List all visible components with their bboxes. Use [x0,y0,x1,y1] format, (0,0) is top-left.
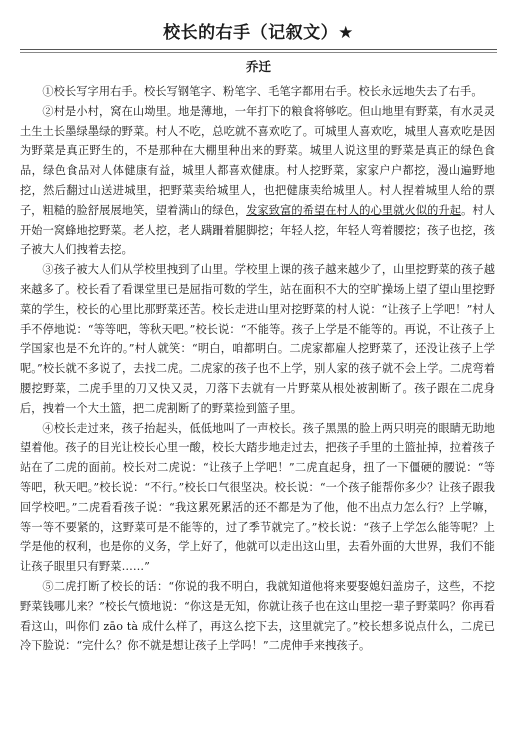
author-name: 乔迁 [245,59,271,74]
paragraph-text: ①校长写字用右手。校长写钢笔字、粉笔字、毛笔字都用右手。校长永远地失去了右手。 [42,85,483,98]
title-rule-bottom [20,52,497,53]
paragraph-text: ④校长走过来，孩子抬起头，低低地叫了一声校长。孩子黑黑的脸上两只明亮的眼睛无助地望着他。孩子的目光让校长心里一酸，校长大踏步地走过去，把孩子手里的土篮扯掉，拉着孩子站在了二虎的面前。校长对二虎说：“让孩子上学吧！”二虎直起身，扭了一下僵硬的腰说：“等等吧，秋天吧。”校长说：“不行。”校长口气很坚决。校长说：“一个孩子能帮你多少？让孩子跟我回学校吧。”二虎看看孩子说：“我这累死累活的还不都是为了他，他不出点力怎么行？上学嘛，等一等不要紧的，这野菜可是不能等的，过了季节就完了。”校长说：“孩子上学怎么能等呢？上学是他的权利，也是你的义务，学上好了，他就可以走出这山里，去看外面的大世界，我们不能让孩子眼里只有野菜……” [20,421,495,574]
paragraph-2 [20,102,495,260]
paragraph-text: 。村人开始一窝蜂地挖野菜。老人挖，老人蹒跚着腿脚挖；年轻人挖，年轻人弯着腰挖；孩子也挖，孩子被大人们拽着去挖。 [20,203,495,257]
title-rule-top [20,49,497,50]
paragraph-text: ⑤二虎打断了校长的话：“你说的我不明白，我就知道他将来要娶媳妇盖房子，这些，不挖野菜钱哪儿来？”校长气愤地说：“你这是无知，你就让孩子也在这山里挖一辈子野菜吗？你再看看这山，叫你们 zāo tà 成什么样了，再这么挖下去，这里就完了。”校长想多说点什么，二虎已冷下脸说：“完什么？你不就是想让孩子上学吗！”二虎伸手来拽孩子。 [20,579,495,653]
paragraph-text: ②村是小村，窝在山坳里。地是薄地，一年打下的粮食将够吃。但山地里有野菜，有水灵灵土生土长墨绿墨绿的野菜。村人不吃，总吃就不喜欢吃了。可城里人喜欢吃，城里人喜欢吃是因为野菜是真正野生的，不是那种在大棚里种出来的野菜。城里人说这里的野菜是真正的绿色食品，绿色食品对人体健康有益，城里人都喜欢健康。村人挖野菜，家家户户都挖，漫山遍野地挖，然后翻过山送进城里，把野菜卖给城里人，也把健康卖给城里人。村人捏着城里人给的票子，粗糙的脸舒展展地笑，望着满山的绿色， [20,104,495,217]
paragraph-3 [20,260,495,418]
document-title: 校长的右手（记叙文）★ [163,23,354,43]
paragraph-text: ③孩子被大人们从学校里拽到了山里。学校里上课的孩子越来越少了，山里挖野菜的孩子越来越多了。校长看了看课堂里已是屈指可数的学生，站在面积不大的空旷操场上望了望山里挖野菜的学生，校长的心里比那野菜还苦。校长走进山里对挖野菜的村人说：“让孩子上学吧！”村人手不停地说：“等等吧，等秋天吧。”校长说：“不能等。孩子上学是不能等的。再说，不让孩子上学国家也是不允许的。”村人就笑：“明白，咱都明白。二虎家都雇人挖野菜了，还没让孩子上学呢。”校长就不多说了，去找二虎。二虎家的孩子也不上学，别人家的孩子就不会上学。二虎弯着腰挖野菜，二虎手里的刀又快又灵，刀落下去就有一片野菜从根处被割断了。孩子跟在二虎身后，拽着一个大土篮，把二虎割断了的野菜捡到篮子里。 [20,263,495,415]
paragraph-1 [20,82,495,102]
paragraph-4 [20,419,495,577]
paragraph-5 [20,577,495,656]
article-body [20,82,495,656]
underlined-sentence: 发家致富的希望在村人的心里就火似的升起 [246,203,462,217]
